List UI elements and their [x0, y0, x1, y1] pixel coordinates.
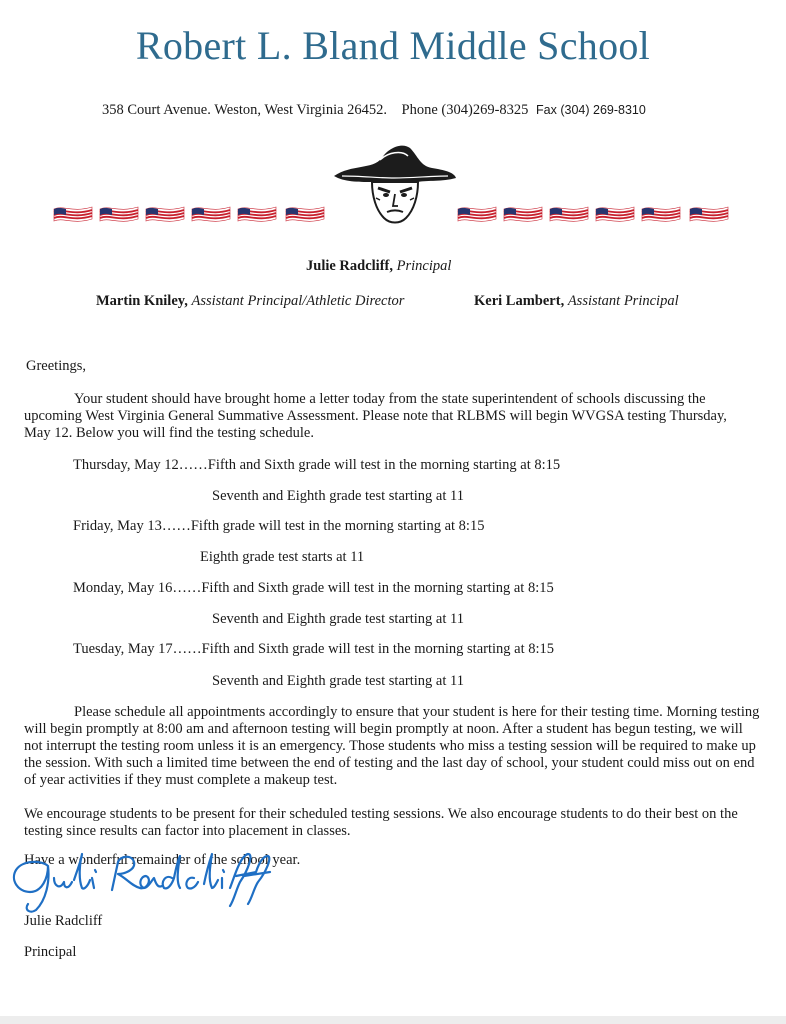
greeting: Greetings, [26, 358, 86, 374]
principal-line [306, 258, 451, 275]
encourage-paragraph: We encourage students to be present for their scheduled testing sessions. We also encourage students to do their best on the testing since results can factor into placement in classes. [24, 806, 738, 839]
school-name: Robert L. Bland Middle School [135, 23, 651, 68]
signer-title: Principal [24, 944, 77, 960]
schedule-thursday: Thursday, May 12……Fifth and Sixth grade will test in the morning starting at 8:15 [73, 457, 561, 473]
assistant-principal-2 [474, 293, 679, 310]
address-phone: 358 Court Avenue. Weston, West Virginia 26452. Phone (304)269-8325 [102, 102, 529, 118]
assistant-principal-1 [96, 293, 404, 310]
closing-line: Have a wonderful remainder of the school year. [24, 852, 301, 868]
schedule-monday: Monday, May 16……Fifth and Sixth grade will test in the morning starting at 8:15 [73, 580, 554, 596]
appointments-paragraph: Please schedule all appointments accordingly to ensure that your student is here for their testing time. Morning testing will begin promptly at 8:00 am and afternoon testing will begin promptly at noon. After a student has begun testing, we will not interrupt the testing room unless it is an emergency. Those students who miss a testing session will be required to make up the session. With such a limited time between the end of testing and the last day of school, your student could miss out on end of year activities if they must complete a makeup test. [24, 704, 760, 788]
schedule-monday-second: Seventh and Eighth grade test starting at 11 [212, 611, 464, 627]
signer-name: Julie Radcliff [24, 913, 103, 929]
handwritten-signature [8, 848, 278, 918]
principal-title: Principal [396, 258, 452, 274]
patriot-mascot-icon [332, 136, 458, 228]
assistant2-name: Keri Lambert, [474, 293, 565, 309]
schedule-friday-second: Eighth grade test starts at 11 [200, 549, 365, 565]
flag-banner-right [456, 203, 738, 225]
flag-banner-left [52, 203, 334, 225]
schedule-thursday-second: Seventh and Eighth grade test starting at 11 [212, 488, 464, 504]
schedule-tuesday-second: Seventh and Eighth grade test starting at 11 [212, 673, 464, 689]
assistant1-title: Assistant Principal/Athletic Director [191, 293, 405, 309]
fax-number: Fax (304) 269-8310 [536, 103, 646, 117]
schedule-friday: Friday, May 13……Fifth grade will test in the morning starting at 8:15 [73, 518, 485, 534]
address-line [102, 102, 646, 119]
principal-name: Julie Radcliff, [306, 258, 393, 274]
american-flag-icon [54, 207, 92, 221]
intro-paragraph: Your student should have brought home a letter today from the state superintendent of schools discussing the upcoming West Virginia General Summative Assessment. Please note that RLBMS will begin WVGSA testing Thursday, May 12. Below you will find the testing schedule. [24, 391, 727, 441]
schedule-tuesday: Tuesday, May 17……Fifth and Sixth grade will test in the morning starting at 8:15 [73, 641, 555, 657]
page-bottom-edge [0, 1016, 786, 1024]
assistant2-title: Assistant Principal [567, 293, 679, 309]
assistant1-name: Martin Kniley, [96, 293, 188, 309]
